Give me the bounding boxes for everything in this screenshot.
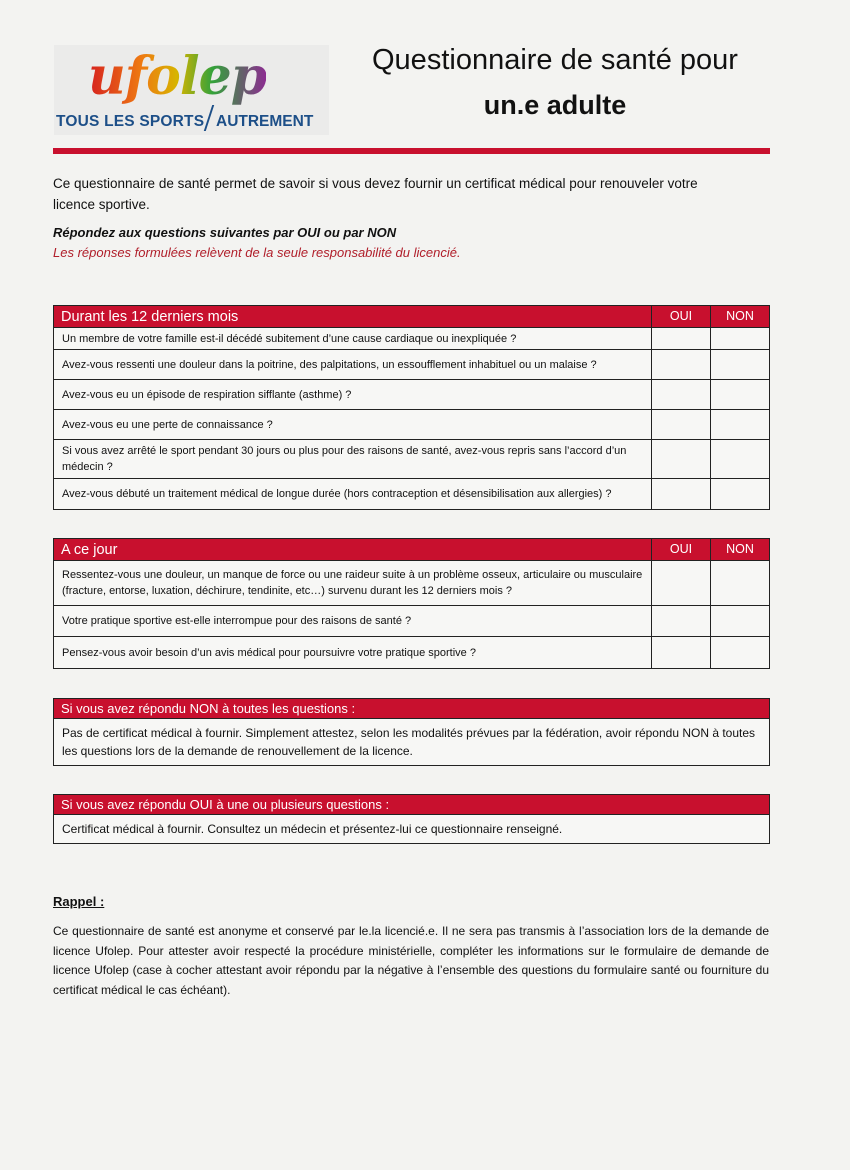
rappel-title: Rappel : xyxy=(53,894,105,909)
result-text: Certificat médical à fournir. Consultez un médecin et présentez-lui ce questionnaire renseigné. xyxy=(62,822,563,836)
section-last-12-months xyxy=(53,305,770,510)
header-divider xyxy=(53,148,770,154)
page-title-line1: Questionnaire de santé pour xyxy=(372,44,738,76)
no-checkbox[interactable] xyxy=(710,328,769,349)
question-text: Votre pratique sportive est-elle interrompue pour des raisons de santé ? xyxy=(62,615,412,627)
logo-tagline-right: AUTREMENT xyxy=(216,113,314,130)
yes-checkbox[interactable] xyxy=(651,606,710,636)
question-text: Pensez-vous avoir besoin d’un avis médical pour poursuivre votre pratique sportive ? xyxy=(62,646,476,659)
column-yes: OUI xyxy=(651,539,710,560)
question-row xyxy=(54,410,769,440)
question-text: Si vous avez arrêté le sport pendant 30 jours ou plus pour des raisons de santé, avez-vous repris sans l’accord d’un médecin ? xyxy=(62,445,627,473)
result-title: Si vous avez répondu NON à toutes les questions : xyxy=(54,699,769,719)
intro-text: Ce questionnaire de santé permet de savoir si vous devez fournir un certificat médical pour renouveler votre licence sportive. xyxy=(53,176,698,212)
yes-checkbox[interactable] xyxy=(651,561,710,605)
result-some-yes xyxy=(53,794,770,844)
section-title: A ce jour xyxy=(61,542,118,558)
yes-checkbox[interactable] xyxy=(651,380,710,409)
question-text: Avez-vous eu une perte de connaissance ? xyxy=(62,418,273,431)
question-text: Avez-vous eu un épisode de respiration sifflante (asthme) ? xyxy=(62,388,352,401)
no-checkbox[interactable] xyxy=(710,561,769,605)
page-title-line2: un.e adulte xyxy=(483,90,627,120)
logo-tagline-left: TOUS LES SPORTS xyxy=(56,113,205,130)
no-checkbox[interactable] xyxy=(710,606,769,636)
result-all-no xyxy=(53,698,770,766)
question-text: Ressentez-vous une douleur, un manque de force ou une raideur suite à un problème osseux, articulaire ou musculaire (fracture, entorse, luxation, déchirure, tendinite, etc…) survenu durant les 12 derniers mois ? xyxy=(62,569,643,597)
section-today xyxy=(53,538,770,669)
question-row xyxy=(54,561,769,606)
disclaimer-text: Les réponses formulées relèvent de la seule responsabilité du licencié. xyxy=(53,245,461,260)
column-no: NON xyxy=(710,306,769,327)
yes-checkbox[interactable] xyxy=(651,637,710,668)
question-row xyxy=(54,380,769,410)
section-title: Durant les 12 derniers mois xyxy=(61,309,239,325)
logo-slash xyxy=(204,105,214,131)
question-row xyxy=(54,350,769,380)
yes-checkbox[interactable] xyxy=(651,328,710,349)
yes-checkbox[interactable] xyxy=(651,440,710,478)
no-checkbox[interactable] xyxy=(710,440,769,478)
logo-word: ufolep xyxy=(88,46,267,107)
question-row xyxy=(54,606,769,637)
yes-checkbox[interactable] xyxy=(651,479,710,509)
no-checkbox[interactable] xyxy=(710,479,769,509)
column-no: NON xyxy=(710,539,769,560)
yes-checkbox[interactable] xyxy=(651,410,710,439)
question-row xyxy=(54,328,769,350)
result-text: Pas de certificat médical à fournir. Simplement attestez, selon les modalités prévues par la fédération, avoir répondu NON à toutes les questions lors de la demande de renouvellement de la licence. xyxy=(62,726,756,758)
question-row xyxy=(54,479,769,509)
no-checkbox[interactable] xyxy=(710,410,769,439)
question-text: Un membre de votre famille est-il décédé subitement d’une cause cardiaque ou inexpliquée ? xyxy=(62,332,517,345)
section-header xyxy=(54,539,769,561)
no-checkbox[interactable] xyxy=(710,380,769,409)
instruction-text: Répondez aux questions suivantes par OUI ou par NON xyxy=(53,225,397,240)
rappel-text: Ce questionnaire de santé est anonyme et conservé par le.la licencié.e. Il ne sera pas transmis à l’association lors de la demande de licence Ufolep. Pour attester avoir respecté la procédure ministérielle, compléter les informations sur le formulaire de demande de licence Ufolep (case à cocher attestant avoir répondu par la négative à l’ensemble des questions du formulaire santé ou fourniture du certificat médical le cas échéant). xyxy=(53,924,769,997)
yes-checkbox[interactable] xyxy=(651,350,710,379)
question-row xyxy=(54,637,769,668)
section-header xyxy=(54,306,769,328)
question-text: Avez-vous débuté un traitement médical de longue durée (hors contraception et désensibilisation aux allergies) ? xyxy=(62,488,612,500)
result-title: Si vous avez répondu OUI à une ou plusieurs questions : xyxy=(54,795,769,815)
question-row xyxy=(54,440,769,479)
ufolep-logo xyxy=(54,45,329,135)
no-checkbox[interactable] xyxy=(710,637,769,668)
question-text: Avez-vous ressenti une douleur dans la poitrine, des palpitations, un essoufflement inhabituel ou un malaise ? xyxy=(62,358,597,371)
column-yes: OUI xyxy=(651,306,710,327)
no-checkbox[interactable] xyxy=(710,350,769,379)
